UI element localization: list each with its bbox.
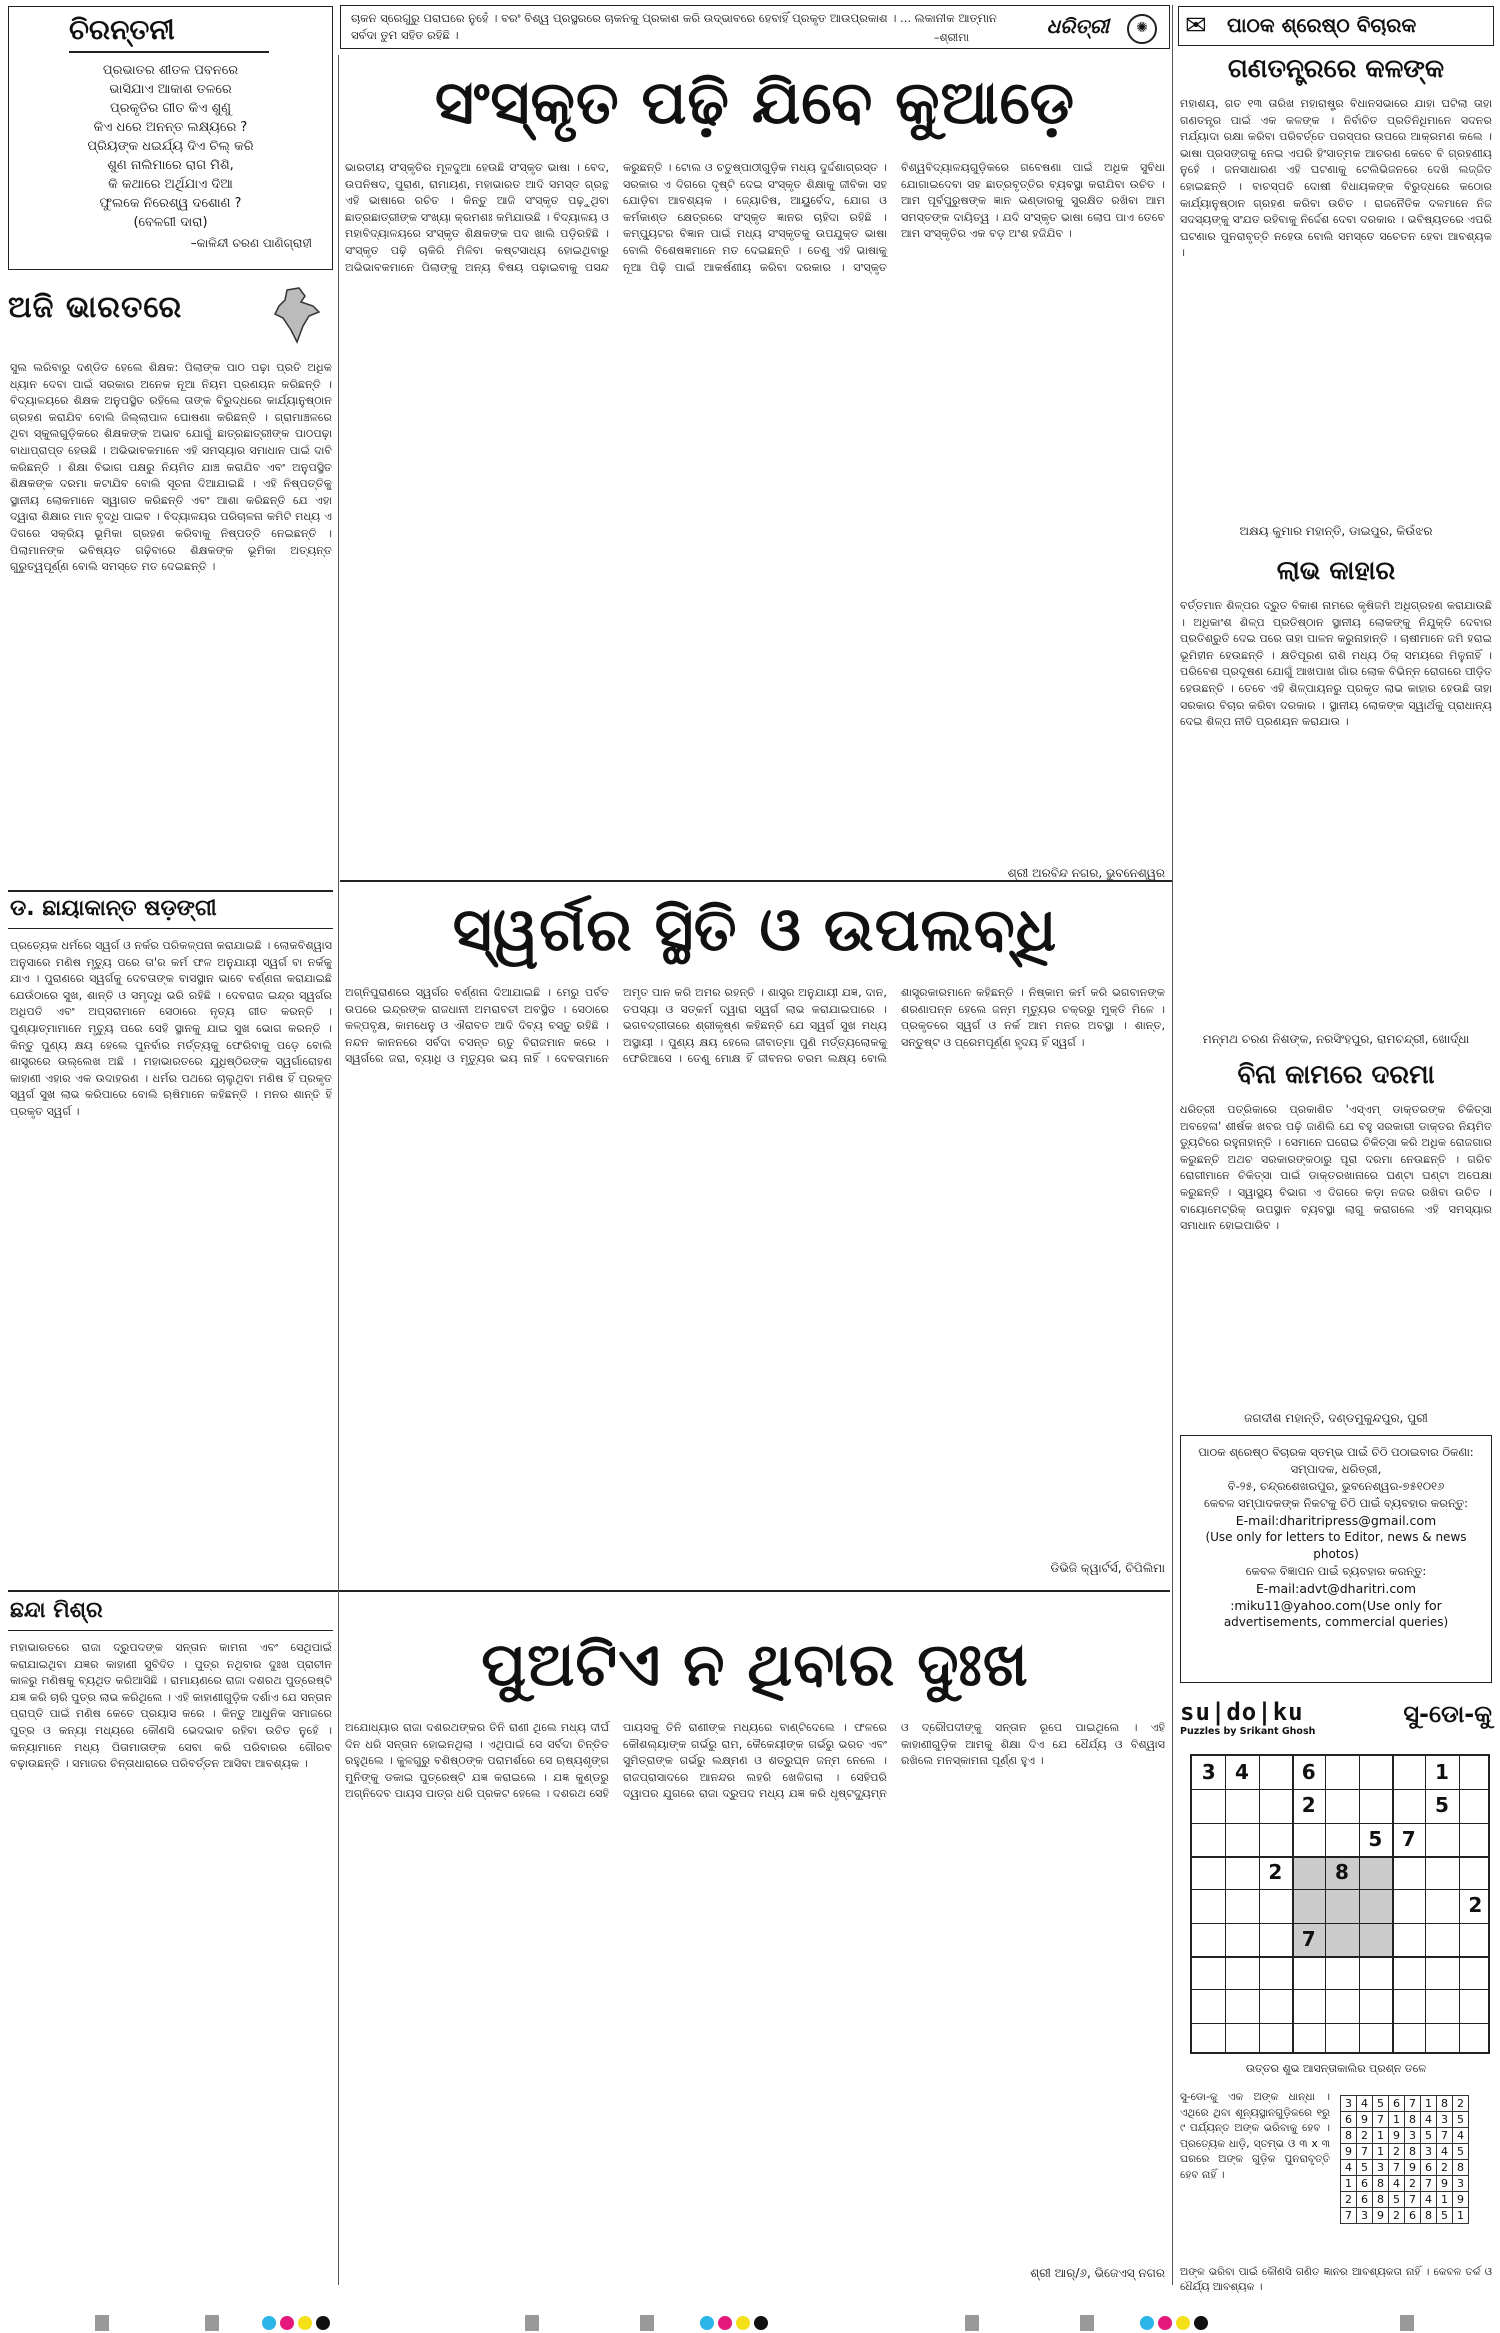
sudoku-solution-grid: [1340, 2095, 1469, 2224]
advt-email[interactable]: E-mail:advt@dharitri.com: [1255, 1581, 1417, 1596]
editor-email-note: (Use only for letters to Editor, news & news photos): [1205, 1530, 1467, 1561]
sudoku-cell[interactable]: [1459, 1756, 1492, 1789]
letter3-signature: ଜଗଦୀଶ ମହାନ୍ତି, ଦଣ୍ଡମୁକୁନ୍ଦପୁର, ପୁରୀ: [1244, 1411, 1428, 1425]
sudoku-cell[interactable]: 7: [1292, 1923, 1325, 1956]
solution-cell: 5: [1437, 2208, 1453, 2224]
solution-cell: 7: [1389, 2160, 1405, 2176]
sudoku-credit: Puzzles by Srikant Ghosh: [1180, 1726, 1316, 1737]
sudoku-cell[interactable]: [1325, 1889, 1358, 1922]
ajibharat-body: ସୁଲ ଲରିବାରୁ ଦଣ୍ଡିତ ହେଲେ ଶିକ୍ଷକ: ପିଲାଙ୍କ ପାଠ ପଢ଼ା ପ୍ରତି ଅଧିକ ଧ୍ୟାନ ଦେବା ପାଇଁ ସରକାର ଅନେକ ନୂଆ ନିୟମ ପ୍ରଣୟନ କରିଛନ୍ତି । ବିଦ୍ୟାଳୟରେ ଶିକ୍ଷକ ଅନୁପସ୍ଥିତ ରହିଲେ ତାଙ୍କ ବିରୁଦ୍ଧରେ କାର୍ଯ୍ୟାନୁଷ୍ଠାନ ଗ୍ରହଣ କରାଯିବ ବୋଲି ଜିଲ୍ଲାପାଳ ଘୋଷଣା କରିଛନ୍ତି । ଗ୍ରାମାଞ୍ଚଳରେ ଥିବା ସ୍କୁଲଗୁଡ଼ିକରେ ଶିକ୍ଷକଙ୍କ ଅଭାବ ଯୋଗୁଁ ଛାତ୍ରଛାତ୍ରୀଙ୍କ ପାଠପଢ଼ା ବାଧାପ୍ରାପ୍ତ ହେଉଛି । ଅଭିଭାବକମାନେ ଏହି ସମସ୍ୟାର ସମାଧାନ ପାଇଁ ଦାବି କରିଛନ୍ତି । ଶିକ୍ଷା ବିଭାଗ ପକ୍ଷରୁ ନିୟମିତ ଯାଞ୍ଚ କରାଯିବ ଏବଂ ଅନୁପସ୍ଥିତ ଶିକ୍ଷକଙ୍କ ଦରମା କଟାଯିବ ବୋଲି ସୂଚନା ଦିଆଯାଇଛି । ଏହି ନିଷ୍ପତ୍ତିକୁ ସ୍ଥାନୀୟ ଲୋକମାନେ ସ୍ୱାଗତ କରିଛନ୍ତି ଏବଂ ଆଶା କରିଛନ୍ତି ଯେ ଏହା ଦ୍ୱାରା ଶିକ୍ଷାର ମାନ ବୃଦ୍ଧି ପାଇବ । ବିଦ୍ୟାଳୟର ପରିଚାଳନା କମିଟି ମଧ୍ୟ ଏ ଦିଗରେ ସକ୍ରିୟ ଭୂମିକା ଗ୍ରହଣ କରିବାକୁ ନିଷ୍ପତ୍ତି ନେଇଛନ୍ତି । ପିଲାମାନଙ୍କ ଭବିଷ୍ୟତ ଗଢ଼ିବାରେ ଶିକ୍ଷକଙ୍କ ଭୂମିକା ଅତ୍ୟନ୍ତ ଗୁରୁତ୍ୱପୂର୍ଣ୍ଣ ବୋଲି ସମସ୍ତେ ମତ ଦେଇଛନ୍ତି ।: [10, 361, 332, 574]
sudoku-cell[interactable]: [1459, 1789, 1492, 1822]
sudoku-cell[interactable]: [1459, 1956, 1492, 1989]
solution-cell: 4: [1453, 2128, 1469, 2144]
sudoku-cell[interactable]: 6: [1301, 1760, 1316, 1784]
sudoku-cell[interactable]: [1325, 1956, 1358, 1989]
sudoku-cell[interactable]: [1359, 1756, 1392, 1789]
article2-headline: ସ୍ୱର୍ଗର ସ୍ଥିତି ଓ ଉପଲବ୍ଧି: [452, 895, 1058, 965]
sudoku-cell[interactable]: [1425, 1856, 1458, 1889]
sudoku-cell[interactable]: [1359, 1923, 1392, 1956]
sudoku-cell[interactable]: 5: [1435, 1793, 1449, 1818]
article3-body: ଅଯୋଧ୍ୟାର ରାଜା ଦଶରଥଙ୍କର ତିନି ରାଣୀ ଥିଲେ ମଧ୍ୟ ଦୀର୍ଘ ଦିନ ଧରି ସନ୍ତାନ ହୋଇନଥିଲା । ଏଥିପାଇଁ ସେ ସର୍ବଦା ଚିନ୍ତିତ ରହୁଥିଲେ । କୁଳଗୁରୁ ବଶିଷ୍ଠଙ୍କ ପରାମର୍ଶରେ ସେ ଋଷ୍ୟଶୃଙ୍ଗ ମୁନିଙ୍କୁ ଡକାଇ ପୁତ୍ରେଷ୍ଟି ଯଜ୍ଞ କରାଇଲେ । ଯଜ୍ଞ କୁଣ୍ଡରୁ ଅଗ୍ନିଦେବ ପାୟସ ପାତ୍ର ଧରି ପ୍ରକଟ ହେଲେ । ଦଶରଥ ସେହି ପାୟସକୁ ତିନି ରାଣୀଙ୍କ ମଧ୍ୟରେ ବାଣ୍ଟିଦେଲେ । ଫଳରେ କୌଶଲ୍ୟାଙ୍କ ଗର୍ଭରୁ ରାମ, କୈକେୟୀଙ୍କ ଗର୍ଭରୁ ଭରତ ଏବଂ ସୁମିତ୍ରାଙ୍କ ଗର୍ଭରୁ ଲକ୍ଷ୍ମଣ ଓ ଶତ୍ରୁଘ୍ନ ଜନ୍ମ ନେଲେ । ରାଜପ୍ରାସାଦରେ ଆନନ୍ଦର ଲହରି ଖେଳିଗଲା । ସେହିପରି ଦ୍ୱାପର ଯୁଗରେ ରାଜା ଦ୍ରୁପଦ ମଧ୍ୟ ଯଜ୍ଞ କରି ଧୃଷ୍ଟଦ୍ୟୁମ୍ନ ଓ ଦ୍ରୌପଦୀଙ୍କୁ ସନ୍ତାନ ରୂପେ ପାଇଥିଲେ । ଏହି କାହାଣୀଗୁଡ଼ିକ ଆମକୁ ଶିକ୍ଷା ଦିଏ ଯେ ଧୈର୍ଯ୍ୟ ଓ ବିଶ୍ୱାସ ରଖିଲେ ମନସ୍କାମନା ପୂର୍ଣ୍ଣ ହୁଏ ।: [345, 1721, 1165, 1801]
article3-headline: ପୁଅଟିଏ ନ ଥିବାର ଦୁଃଖ: [481, 1630, 1029, 1700]
sudoku-cell[interactable]: [1392, 1789, 1425, 1822]
sudoku-cell[interactable]: [1292, 1956, 1325, 1989]
sudoku-cell[interactable]: 4: [1235, 1760, 1249, 1784]
sudoku-cell[interactable]: [1459, 1923, 1492, 1956]
sudoku-logo-odia: ସୁ-ଡୋ-କୁ: [1403, 1700, 1492, 1728]
sudoku-header: [1180, 1698, 1492, 1746]
solution-cell: 7: [1341, 2208, 1357, 2224]
letter1-title: ଗଣତନ୍ତ୍ରରେ କଳଙ୍କ: [1227, 54, 1445, 84]
solution-cell: 4: [1437, 2144, 1453, 2160]
sudoku-cell[interactable]: [1225, 1823, 1258, 1856]
contact-line3: ବି-୨୫, ଚନ୍ଦ୍ରଶେଖରପୁର, ଭୁବନେଶ୍ୱର-୭୫୧୦୧୬: [1227, 1479, 1445, 1493]
editor-email[interactable]: E-mail:dharitripress@gmail.com: [1235, 1513, 1437, 1528]
letter1-signature: ଅକ୍ଷୟ କୁମାର ମହାନ୍ତି, ଡାଇପୁର, କିଉଁଝର: [1239, 524, 1433, 538]
solution-cell: 8: [1421, 2208, 1437, 2224]
solution-cell: 8: [1453, 2160, 1469, 2176]
solution-cell: 8: [1373, 2192, 1389, 2208]
article3-byline: ଶ୍ରୀ ଆର୍/୬, ଭିଜେଏସ୍ ନଗର: [1030, 2266, 1165, 2280]
sudoku-cell[interactable]: [1425, 1889, 1458, 1922]
solution-cell: 3: [1405, 2128, 1421, 2144]
solution-cell: 1: [1437, 2192, 1453, 2208]
solution-cell: 7: [1421, 2176, 1437, 2192]
solution-cell: 8: [1437, 2096, 1453, 2112]
sudoku-cell[interactable]: 7: [1401, 1826, 1416, 1851]
sudoku-cell[interactable]: 2: [1268, 1860, 1283, 1884]
sudoku-cell[interactable]: [1292, 2023, 1325, 2056]
solution-cell: 6: [1357, 2176, 1373, 2192]
sudoku-cell[interactable]: [1325, 1923, 1358, 1956]
sudoku-cell[interactable]: [1259, 1789, 1292, 1822]
sudoku-cell[interactable]: 8: [1325, 1856, 1358, 1889]
sudoku-cell[interactable]: [1225, 2023, 1258, 2056]
letters-header-title: ପାଠକ ଶ୍ରେଷ୍ଠ ବିଚାରକ: [1227, 13, 1417, 37]
top-banner: [340, 5, 1170, 49]
contact-line5: କେବଳ ବିଜ୍ଞାପନ ପାଇଁ ବ୍ୟବହାର କରନ୍ତୁ:: [1245, 1564, 1427, 1578]
solution-cell: 1: [1373, 2128, 1389, 2144]
sudoku-cell[interactable]: [1192, 1923, 1225, 1956]
sudoku-cell[interactable]: [1192, 1989, 1225, 2022]
sudoku-cell[interactable]: [1292, 1889, 1325, 1922]
sudoku-cell[interactable]: [1225, 1989, 1258, 2022]
solution-cell: 9: [1453, 2192, 1469, 2208]
solution-cell: 2: [1341, 2192, 1357, 2208]
solution-cell: 7: [1405, 2192, 1421, 2208]
sudoku-cell[interactable]: [1459, 2023, 1492, 2056]
solution-cell: 2: [1453, 2096, 1469, 2112]
sudoku-cell[interactable]: [1359, 2023, 1392, 2056]
sudoku-cell[interactable]: 2: [1468, 1893, 1483, 1918]
letters-header: [1178, 6, 1494, 46]
solution-cell: 4: [1421, 2112, 1437, 2128]
sudoku-cell[interactable]: [1192, 1789, 1225, 1822]
sudoku-cell[interactable]: [1325, 1789, 1358, 1822]
article2-byline: ଡିଭିଜି କ୍ୱାର୍ଟର୍ସ, ଚିପିଲିମା: [1050, 1561, 1165, 1575]
sudoku-cell[interactable]: [1425, 2023, 1458, 2056]
solution-cell: 6: [1341, 2112, 1357, 2128]
sudoku-cell[interactable]: [1259, 1956, 1292, 1989]
sudoku-cell[interactable]: [1359, 1856, 1392, 1889]
sudoku-note: ଅଙ୍କ ଭରିବା ପାଇଁ କୌଣସି ଗଣିତ ଜ୍ଞାନର ଆବଶ୍ୟକତା ନାହିଁ । କେବଳ ତର୍କ ଓ ଧୈର୍ଯ୍ୟ ଆବଶ୍ୟକ ।: [1180, 2266, 1492, 2293]
letter2-body: ବର୍ତ୍ତମାନ ଶିଳ୍ପର ଦ୍ରୁତ ବିକାଶ ନାମରେ କୃଷିଜମି ଅଧିଗ୍ରହଣ କରାଯାଉଛି । ଅଧିକାଂଶ ଶିଳ୍ପ ପ୍ରତିଷ୍ଠାନ ସ୍ଥାନୀୟ ଲୋକଙ୍କୁ ନିଯୁକ୍ତି ଦେବାର ପ୍ରତିଶ୍ରୁତି ଦେଇ ପରେ ତାହା ପାଳନ କରୁନାହାନ୍ତି । ଚାଷୀମାନେ ଜମି ହରାଇ ଭୂମିହୀନ ହେଉଛନ୍ତି । କ୍ଷତିପୂରଣ ରାଶି ମଧ୍ୟ ଠିକ୍ ସମୟରେ ମିଳୁନାହିଁ । ପରିବେଶ ପ୍ରଦୂଷଣ ଯୋଗୁଁ ଆଖପାଖ ଗାଁର ଲୋକ ବିଭିନ୍ନ ରୋଗରେ ପୀଡ଼ିତ ହେଉଛନ୍ତି । ତେବେ ଏହି ଶିଳ୍ପାୟନରୁ ପ୍ରକୃତ ଲାଭ କାହାର ହେଉଛି ତାହା ସରକାର ବିଚାର କରିବା ଦରକାର । ସ୍ଥାନୀୟ ଲୋକଙ୍କ ସ୍ୱାର୍ଥକୁ ପ୍ରାଧାନ୍ୟ ଦେଇ ଶିଳ୍ପ ନୀତି ପ୍ରଣୟନ କରାଯାଉ ।: [1180, 599, 1492, 729]
solution-cell: 1: [1453, 2208, 1469, 2224]
sudoku-cell[interactable]: [1292, 1823, 1325, 1856]
sudoku-cell[interactable]: [1325, 1989, 1358, 2022]
sudoku-cell[interactable]: [1425, 1923, 1458, 1956]
solution-cell: 3: [1373, 2160, 1389, 2176]
sudoku-cell[interactable]: 2: [1301, 1793, 1316, 1818]
solution-cell: 8: [1373, 2176, 1389, 2192]
solution-cell: 4: [1341, 2160, 1357, 2176]
letter3-body: ଧରିତ୍ରୀ ପତ୍ରିକାରେ ପ୍ରକାଶିତ 'ଏସ୍ଏମ୍ ଡାକ୍ତରଙ୍କ ଚିକିତ୍ସା ଅବହେଳା' ଶୀର୍ଷକ ଖବର ପଢ଼ି ଜାଣିଲି ଯେ ବହୁ ସରକାରୀ ଡାକ୍ତର ନିୟମିତ ଡ୍ୟୁଟିରେ ରହୁନାହାନ୍ତି । ସେମାନେ ଘରୋଇ ଚିକିତ୍ସା କରି ଅଧିକ ରୋଜଗାର କରୁଛନ୍ତି ଅଥଚ ସରକାରଙ୍କଠାରୁ ପୂରା ଦରମା ନେଉଛନ୍ତି । ଗରିବ ରୋଗୀମାନେ ଚିକିତ୍ସା ପାଇଁ ଡାକ୍ତରଖାନାରେ ଘଣ୍ଟା ଘଣ୍ଟା ଅପେକ୍ଷା କରୁଛନ୍ତି । ସ୍ୱାସ୍ଥ୍ୟ ବିଭାଗ ଏ ଦିଗରେ କଡ଼ା ନଜର ରଖିବା ଉଚିତ । ବାୟୋମେଟ୍ରିକ୍ ଉପସ୍ଥାନ ବ୍ୟବସ୍ଥା ଲାଗୁ କରାଗଲେ ଏହି ସମସ୍ୟାର ସମାଧାନ ହୋଇପାରିବ ।: [1180, 1103, 1492, 1233]
sudoku-cell[interactable]: 1: [1435, 1760, 1449, 1784]
sudoku-cell[interactable]: [1459, 1989, 1492, 2022]
solution-cell: 5: [1453, 2144, 1469, 2160]
solution-cell: 8: [1405, 2112, 1421, 2128]
solution-cell: 9: [1389, 2128, 1405, 2144]
sudoku-cell[interactable]: [1325, 1823, 1358, 1856]
sudoku-cell[interactable]: [1325, 2023, 1358, 2056]
contact-line4: କେବଳ ସମ୍ପାଦକଙ୍କ ନିକଟକୁ ଚିଠି ପାଇଁ ବ୍ୟବହାର କରନ୍ତୁ:: [1203, 1496, 1469, 1510]
article1-headline: ସଂସ୍କୃତ ପଢ଼ି ଯିବେ କୁଆଡ଼େ: [434, 68, 1076, 138]
letter2-title: ଲାଭ କାହାର: [1276, 556, 1396, 586]
dharitri-logo: ଧରିତ୍ରୀ: [1046, 14, 1109, 38]
india-map-icon: [265, 286, 325, 346]
solution-cell: 2: [1405, 2176, 1421, 2192]
chirantani-credit: –କାଳିନ୍ଦୀ ଚରଣ ପାଣିଗ୍ରାହୀ: [190, 236, 312, 250]
solution-cell: 1: [1389, 2112, 1405, 2128]
solution-cell: 2: [1437, 2160, 1453, 2176]
author-shadangi-body: ପ୍ରତ୍ୟେକ ଧର୍ମରେ ସ୍ୱର୍ଗ ଓ ନର୍କର ପରିକଳ୍ପନା କରାଯାଇଛି । ଲୋକବିଶ୍ୱାସ ଅନୁସାରେ ମଣିଷ ମୃତ୍ୟୁ ପରେ ତା'ର କର୍ମ ଫଳ ଅନୁଯାୟୀ ସ୍ୱର୍ଗ ବା ନର୍କକୁ ଯାଏ । ପୁରାଣରେ ସ୍ୱର୍ଗକୁ ଦେବତାଙ୍କ ବାସସ୍ଥାନ ଭାବେ ବର୍ଣ୍ଣନା କରାଯାଇଛି ଯେଉଁଠାରେ ସୁଖ, ଶାନ୍ତି ଓ ସମୃଦ୍ଧି ଭରି ରହିଛି । ଦେବରାଜ ଇନ୍ଦ୍ର ସ୍ୱର୍ଗର ଅଧିପତି ଏବଂ ଅପ୍ସରାମାନେ ସେଠାରେ ନୃତ୍ୟ ଗୀତ କରନ୍ତି । ପୁଣ୍ୟାତ୍ମାମାନେ ମୃତ୍ୟୁ ପରେ ସେହି ସ୍ଥାନକୁ ଯାଇ ସୁଖ ଭୋଗ କରନ୍ତି । କିନ୍ତୁ ପୁଣ୍ୟ କ୍ଷୟ ହେଲେ ପୁନର୍ବାର ମର୍ତ୍ତ୍ୟକୁ ଫେରିବାକୁ ପଡ଼େ ବୋଲି ଶାସ୍ତ୍ରରେ ଉଲ୍ଲେଖ ଅଛି । ମହାଭାରତରେ ଯୁଧିଷ୍ଠିରଙ୍କ ସ୍ୱର୍ଗାରୋହଣ କାହାଣୀ ଏହାର ଏକ ଉଦାହରଣ । ଧର୍ମର ପଥରେ ଚାଲୁଥିବା ମଣିଷ ହିଁ ପ୍ରକୃତ ସ୍ୱର୍ଗ ସୁଖ ଲାଭ କରିପାରେ ବୋଲି ଋଷିମାନେ କହିଛନ୍ତି । ମନର ଶାନ୍ତି ହିଁ ପ୍ରକୃତ ସ୍ୱର୍ଗ ।: [10, 939, 332, 1118]
solution-cell: 1: [1341, 2176, 1357, 2192]
solution-cell: 2: [1389, 2208, 1405, 2224]
solution-cell: 2: [1357, 2128, 1373, 2144]
chirantani-title: ଚିରନ୍ତନୀ: [69, 13, 269, 53]
chirantani-box: [8, 6, 333, 270]
sudoku-cell[interactable]: 5: [1368, 1826, 1383, 1851]
contact-box: [1180, 1435, 1492, 1683]
solution-cell: 3: [1437, 2112, 1453, 2128]
solution-cell: 9: [1357, 2112, 1373, 2128]
solution-cell: 7: [1373, 2112, 1389, 2128]
sudoku-cell[interactable]: [1225, 1956, 1258, 1989]
sudoku-cell[interactable]: [1292, 1989, 1325, 2022]
sudoku-cell[interactable]: [1325, 1756, 1358, 1789]
solution-cell: 5: [1453, 2112, 1469, 2128]
sudoku-cell[interactable]: [1225, 1856, 1258, 1889]
letter1-body: ମହାଶୟ, ଗତ ୧୩ ତାରିଖ ମହାରାଷ୍ଟ୍ର ବିଧାନସଭାରେ ଯାହା ଘଟିଲା ତାହା ଗଣତନ୍ତ୍ର ପାଇଁ ଏକ କଳଙ୍କ । ନିର୍ବାଚିତ ପ୍ରତିନିଧିମାନେ ସଦନର ମର୍ଯ୍ୟାଦା ରକ୍ଷା କରିବା ପରିବର୍ତ୍ତେ ପରସ୍ପର ଉପରେ ଆକ୍ରମଣ କଲେ । ଭାଷା ପ୍ରସଙ୍ଗକୁ ନେଇ ଏପରି ହିଂସାତ୍ମକ ଆଚରଣ କେବେ ବି ଗ୍ରହଣୀୟ ନୁହେଁ । ଜନସାଧାରଣ ଏହି ଘଟଣାକୁ ଟେଲିଭିଜନରେ ଦେଖି ଲଜ୍ଜିତ ହୋଇଛନ୍ତି । ବାଚସ୍ପତି ଦୋଷୀ ବିଧାୟକଙ୍କ ବିରୁଦ୍ଧରେ କଠୋର କାର୍ଯ୍ୟାନୁଷ୍ଠାନ ଗ୍ରହଣ କରିବା ଉଚିତ । ରାଜନୈତିକ ଦଳମାନେ ନିଜ ସଦସ୍ୟଙ୍କୁ ସଂଯତ ରହିବାକୁ ନିର୍ଦ୍ଦେଶ ଦେବା ଦରକାର । ଭବିଷ୍ୟତରେ ଏପରି ଘଟଣାର ପୁନରାବୃତ୍ତି ନହେଉ ବୋଲି ସମସ୍ତେ ସଚେତନ ହେବା ଆବଶ୍ୟକ ।: [1180, 97, 1492, 260]
sudoku-cell[interactable]: [1259, 2023, 1292, 2056]
sudoku-cell[interactable]: [1192, 1956, 1225, 1989]
solution-cell: 4: [1389, 2176, 1405, 2192]
solution-cell: 8: [1405, 2144, 1421, 2160]
ajibharat-title: ଅଜି ଭାରତରେ: [8, 290, 183, 325]
solution-cell: 7: [1437, 2128, 1453, 2144]
sudoku-cell[interactable]: [1392, 1956, 1425, 1989]
sudoku-cell[interactable]: 3: [1201, 1760, 1216, 1784]
chirantani-poem: ପ୍ରଭାତର ଶୀତଳ ପବନରେ ଭାସିଯାଏ ଆକାଶ ତଳରେ ପ୍ରକୃତିର ଗୀତ କିଏ ଶୁଣୁ କିଏ ଧରେ ଅନନ୍ତ ଲକ୍ଷ୍ୟରେ ? ପ୍ରିୟଙ୍କ ଧଇର୍ଯ୍ୟ ଦିଏ ଚିଲ୍ କରି ଶୁଣ ନାଲିମାରେ ରାଗ ମିଶି, କି କଥାରେ ଅର୍ଥିଯାଏ ଦିଆ ଫୁଲକେ ନିରେଶ୍ୱ ଦଶୋଣ ? (ବେଳଗୀ ଦାରା): [87, 63, 254, 230]
solution-cell: 9: [1405, 2160, 1421, 2176]
sudoku-cell[interactable]: [1359, 1989, 1392, 2022]
article1-body: ଭାରତୀୟ ସଂସ୍କୃତିର ମୂଳଦୁଆ ହେଉଛି ସଂସ୍କୃତ ଭାଷା । ବେଦ, ଉପନିଷଦ, ପୁରାଣ, ରାମାୟଣ, ମହାଭାରତ ଆଦି ସମସ୍ତ ଗ୍ରନ୍ଥ ଏହି ଭାଷାରେ ରଚିତ । କିନ୍ତୁ ଆଜି ସଂସ୍କୃତ ପଢ଼ୁଥିବା ଛାତ୍ରଛାତ୍ରୀଙ୍କ ସଂଖ୍ୟା କ୍ରମଶଃ କମିଯାଉଛି । ବିଦ୍ୟାଳୟ ଓ ମହାବିଦ୍ୟାଳୟରେ ସଂସ୍କୃତ ଶିକ୍ଷକଙ୍କ ପଦ ଖାଲି ପଡ଼ିରହିଛି । ସଂସ୍କୃତ ପଢ଼ି ଚାକିରି ମିଳିବା କଷ୍ଟସାଧ୍ୟ ହୋଇଥିବାରୁ ଅଭିଭାବକମାନେ ପିଲାଙ୍କୁ ଅନ୍ୟ ବିଷୟ ପଢ଼ାଇବାକୁ ପସନ୍ଦ କରୁଛନ୍ତି । ଟୋଲ ଓ ଚତୁଷ୍ପାଠୀଗୁଡ଼ିକ ମଧ୍ୟ ଦୁର୍ଦ୍ଦଶାଗ୍ରସ୍ତ । ସରକାର ଏ ଦିଗରେ ଦୃଷ୍ଟି ଦେଇ ସଂସ୍କୃତ ଶିକ୍ଷାକୁ ଜୀବିକା ସହ ଯୋଡ଼ିବା ଆବଶ୍ୟକ । ଜ୍ୟୋତିଷ, ଆୟୁର୍ବେଦ, ଯୋଗ ଓ କର୍ମକାଣ୍ଡ କ୍ଷେତ୍ରରେ ସଂସ୍କୃତ ଜ୍ଞାନର ଚାହିଦା ରହିଛି । କମ୍ପ୍ୟୁଟର ବିଜ୍ଞାନ ପାଇଁ ମଧ୍ୟ ସଂସ୍କୃତକୁ ଉପଯୁକ୍ତ ଭାଷା ବୋଲି ବିଶେଷଜ୍ଞମାନେ ମତ ଦେଇଛନ୍ତି । ତେଣୁ ଏହି ଭାଷାକୁ ନୂଆ ପିଢ଼ି ପାଇଁ ଆକର୍ଷଣୀୟ କରିବା ଦରକାର । ସଂସ୍କୃତ ବିଶ୍ୱବିଦ୍ୟାଳୟଗୁଡ଼ିକରେ ଗବେଷଣା ପାଇଁ ଅଧିକ ସୁବିଧା ଯୋଗାଇଦେବା ସହ ଛାତ୍ରବୃତ୍ତିର ବ୍ୟବସ୍ଥା କରାଯିବା ଉଚିତ । ଆମ ପୂର୍ବପୁରୁଷଙ୍କ ଜ୍ଞାନ ଭଣ୍ଡାରକୁ ସୁରକ୍ଷିତ ରଖିବା ଆମ ସମସ୍ତଙ୍କ ଦାୟିତ୍ୱ । ଯଦି ସଂସ୍କୃତ ଭାଷା ଲୋପ ପାଏ ତେବେ ଆମ ସଂସ୍କୃତିର ଏକ ବଡ଼ ଅଂଶ ହଜିଯିବ ।: [345, 161, 1165, 274]
sudoku-cell[interactable]: [1259, 1756, 1292, 1789]
solution-cell: 3: [1421, 2144, 1437, 2160]
sudoku-cell[interactable]: [1459, 1856, 1492, 1889]
sudoku-cell[interactable]: [1425, 1956, 1458, 1989]
envelope-icon: ✉: [1185, 11, 1207, 41]
sudoku-cell[interactable]: [1425, 1823, 1458, 1856]
ajibharat-header: [8, 290, 333, 350]
sudoku-cell[interactable]: [1259, 1823, 1292, 1856]
solution-cell: 5: [1389, 2192, 1405, 2208]
author-shadangi: ଡ. ଛାୟାକାନ୍ତ ଷଡ଼ଙ୍ଗୀ: [10, 896, 217, 921]
sudoku-footer: ଉତ୍ତର ଶୁଭ ଆସନ୍ତାକାଲିର ପ୍ରଶ୍ନ ତଳେ: [1245, 2062, 1427, 2075]
sudoku-cell[interactable]: [1392, 1889, 1425, 1922]
solution-cell: 2: [1389, 2144, 1405, 2160]
sudoku-cell[interactable]: [1192, 1889, 1225, 1922]
sudoku-cell[interactable]: [1359, 1789, 1392, 1822]
solution-cell: 4: [1357, 2096, 1373, 2112]
solution-cell: 5: [1421, 2128, 1437, 2144]
solution-cell: 5: [1357, 2160, 1373, 2176]
solution-cell: 9: [1437, 2176, 1453, 2192]
solution-cell: 9: [1341, 2144, 1357, 2160]
sudoku-cell[interactable]: [1259, 1889, 1292, 1922]
solution-cell: 1: [1421, 2096, 1437, 2112]
top-banner-attribution: –ଶ୍ରୀମା: [933, 31, 969, 44]
sudoku-cell[interactable]: [1192, 1856, 1225, 1889]
sudoku-cell[interactable]: [1392, 2023, 1425, 2056]
yahoo-email-note: advertisements, commercial queries): [1223, 1615, 1449, 1629]
sudoku-cell[interactable]: [1359, 1956, 1392, 1989]
sudoku-instructions: ସୁ-ଡୋ-କୁ ଏକ ଅଙ୍କ ଧାନ୍ଧା । ଏଥିରେ ଥିବା ଶୂନ୍ୟସ୍ଥାନଗୁଡ଼ିକରେ ୧ରୁ ୯ ପର୍ଯ୍ୟନ୍ତ ଅଙ୍କ ଭରିବାକୁ ହେବ । ପ୍ରତ୍ୟେକ ଧାଡ଼ି, ସ୍ତମ୍ଭ ଓ ୩ x ୩ ଘରରେ ଅଙ୍କ ଗୁଡ଼ିକ ପୁନରାବୃତ୍ତି ହେବ ନାହିଁ ।: [1180, 2091, 1330, 2181]
author-chhanda-body: ମହାଭାରତରେ ରାଜା ଦ୍ରୁପଦଙ୍କ ସନ୍ତାନ କାମନା ଏବଂ ସେଥିପାଇଁ କରାଯାଇଥିବା ଯଜ୍ଞର କାହାଣୀ ସୁବିଦିତ । ପୁତ୍ର ନଥିବାର ଦୁଃଖ ପ୍ରାଚୀନ କାଳରୁ ମଣିଷକୁ ବ୍ୟଥିତ କରିଆସିଛି । ରାମାୟଣରେ ରାଜା ଦଶରଥ ପୁତ୍ରେଷ୍ଟି ଯଜ୍ଞ କରି ଚାରି ପୁତ୍ର ଲାଭ କରିଥିଲେ । ଏହି କାହାଣୀଗୁଡ଼ିକ ଦର୍ଶାଏ ଯେ ସନ୍ତାନ ପ୍ରାପ୍ତି ପାଇଁ ମଣିଷ କେତେ ପ୍ରୟାସ କରେ । କିନ୍ତୁ ଆଧୁନିକ ସମାଜରେ ପୁତ୍ର ଓ କନ୍ୟା ମଧ୍ୟରେ କୌଣସି ଭେଦଭାବ ରହିବା ଉଚିତ ନୁହେଁ । କନ୍ୟାମାନେ ମଧ୍ୟ ପିତାମାତାଙ୍କ ସେବା କରି ପରିବାରର ଗୌରବ ବଢ଼ାଉଛନ୍ତି । ସମାଜର ଚିନ୍ତାଧାରାରେ ପରିବର୍ତ୍ତନ ଆସିବା ଆବଶ୍ୟକ ।: [10, 1641, 332, 1771]
sudoku-cell[interactable]: [1392, 1923, 1425, 1956]
article1-byline: ଶ୍ରୀ ଅରବିନ୍ଦ ନଗର, ଭୁବନେଶ୍ୱର: [1007, 866, 1165, 880]
sudoku-cell[interactable]: [1192, 1823, 1225, 1856]
solution-cell: 6: [1405, 2208, 1421, 2224]
sudoku-cell[interactable]: [1259, 1923, 1292, 1956]
sudoku-cell[interactable]: [1392, 1856, 1425, 1889]
sudoku-cell[interactable]: [1225, 1789, 1258, 1822]
solution-cell: 1: [1373, 2144, 1389, 2160]
contact-line1: ପାଠକ ଶ୍ରେଷ୍ଠ ବିଚାରକ ସ୍ତମ୍ଭ ପାଇଁ ଚିଠି ପଠାଇବାର ଠିକଣା:: [1198, 1445, 1474, 1459]
sudoku-cell[interactable]: [1392, 1989, 1425, 2022]
sudoku-cell[interactable]: [1392, 1756, 1425, 1789]
solution-cell: 6: [1357, 2192, 1373, 2208]
wheel-icon: ✺: [1127, 14, 1157, 44]
solution-cell: 6: [1421, 2160, 1437, 2176]
yahoo-email[interactable]: :miku11@yahoo.com(Use only for: [1230, 1598, 1442, 1613]
top-banner-quote: ଚାକନ ସ୍ରେଗୁରୁ ପରାଘରେ ନୁହେଁ । ବରଂ ବିଶ୍ୱ ପ୍ରସ୍ଥରରେ ଚାକନକୁ ପ୍ରକାଶ କରି ଉଦ୍ଭାବରେ ହେବାହିଁ ପ୍ରକୃତ ଆଉପ୍ରକାଶ । ... ଲକାନୀକ ଆତ୍ମାନ ସର୍ବଦା ତୁମ ସହିତ ରହିଛି ।: [351, 11, 997, 42]
solution-cell: 3: [1357, 2208, 1373, 2224]
sudoku-cell[interactable]: [1192, 2023, 1225, 2056]
sudoku-cell[interactable]: [1225, 1889, 1258, 1922]
solution-cell: 4: [1421, 2192, 1437, 2208]
author-chhanda: ଛନ୍ଦା ମିଶ୍ର: [10, 1598, 103, 1623]
sudoku-cell[interactable]: [1225, 1923, 1258, 1956]
solution-cell: 8: [1341, 2128, 1357, 2144]
contact-line2: ସମ୍ପାଦକ, ଧରିତ୍ରୀ,: [1290, 1462, 1382, 1476]
letter2-signature: ମନ୍ମଥ ଚରଣ ନିଶଙ୍କ, ନରସିଂହପୁର, ରାମଚନ୍ଦ୍ରୀ, ଖୋର୍ଦ୍ଧା: [1202, 1032, 1470, 1046]
sudoku-cell[interactable]: [1359, 1889, 1392, 1922]
solution-cell: 9: [1373, 2208, 1389, 2224]
solution-cell: 7: [1357, 2144, 1373, 2160]
solution-cell: 3: [1453, 2176, 1469, 2192]
sudoku-cell[interactable]: [1425, 1989, 1458, 2022]
sudoku-logo: su|do|ku: [1180, 1698, 1304, 1726]
solution-cell: 7: [1405, 2096, 1421, 2112]
letter3-title: ବିନା କାମରେ ଦରମା: [1237, 1060, 1435, 1090]
solution-cell: 6: [1389, 2096, 1405, 2112]
sudoku-cell[interactable]: [1459, 1823, 1492, 1856]
solution-cell: 5: [1373, 2096, 1389, 2112]
solution-cell: 3: [1341, 2096, 1357, 2112]
sudoku-grid: [1190, 1754, 1490, 2054]
sudoku-cell[interactable]: [1259, 1989, 1292, 2022]
article2-body: ଅଗ୍ନିପୁରାଣରେ ସ୍ୱର୍ଗର ବର୍ଣ୍ଣନା ଦିଆଯାଇଛି । ମେରୁ ପର୍ବତ ଉପରେ ଇନ୍ଦ୍ରଙ୍କ ରାଜଧାନୀ ଅମରାବତୀ ଅବସ୍ଥିତ । ସେଠାରେ କଳ୍ପବୃକ୍ଷ, କାମଧେନୁ ଓ ଐରାବତ ଆଦି ଦିବ୍ୟ ବସ୍ତୁ ରହିଛି । ନନ୍ଦନ କାନନରେ ସର୍ବଦା ବସନ୍ତ ଋତୁ ବିରାଜମାନ କରେ । ସ୍ୱର୍ଗରେ ଜରା, ବ୍ୟାଧି ଓ ମୃତ୍ୟୁର ଭୟ ନାହିଁ । ଦେବତାମାନେ ଅମୃତ ପାନ କରି ଅମର ରହନ୍ତି । ଶାସ୍ତ୍ର ଅନୁଯାୟୀ ଯଜ୍ଞ, ଦାନ, ତପସ୍ୟା ଓ ସତ୍କର୍ମ ଦ୍ୱାରା ସ୍ୱର୍ଗ ଲାଭ କରାଯାଇପାରେ । ଭଗବଦ୍ଗୀତାରେ ଶ୍ରୀକୃଷ୍ଣ କହିଛନ୍ତି ଯେ ସ୍ୱର୍ଗ ସୁଖ ମଧ୍ୟ ଅସ୍ଥାୟୀ । ପୁଣ୍ୟ କ୍ଷୟ ହେଲେ ଜୀବାତ୍ମା ପୁଣି ମର୍ତ୍ତ୍ୟଲୋକକୁ ଫେରିଆସେ । ତେଣୁ ମୋକ୍ଷ ହିଁ ଜୀବନର ଚରମ ଲକ୍ଷ୍ୟ ବୋଲି ଶାସ୍ତ୍ରକାରମାନେ କହିଛନ୍ତି । ନିଷ୍କାମ କର୍ମ କରି ଭଗବାନଙ୍କ ଶରଣାପନ୍ନ ହେଲେ ଜନ୍ମ ମୃତ୍ୟୁର ଚକ୍ରରୁ ମୁକ୍ତି ମିଳେ । ପ୍ରକୃତରେ ସ୍ୱର୍ଗ ଓ ନର୍କ ଆମ ମନର ଅବସ୍ଥା । ଶାନ୍ତ, ସନ୍ତୁଷ୍ଟ ଓ ପ୍ରେମପୂର୍ଣ୍ଣ ହୃଦୟ ହିଁ ସ୍ୱର୍ଗ ।: [345, 986, 1165, 1066]
sudoku-cell[interactable]: [1292, 1856, 1325, 1889]
